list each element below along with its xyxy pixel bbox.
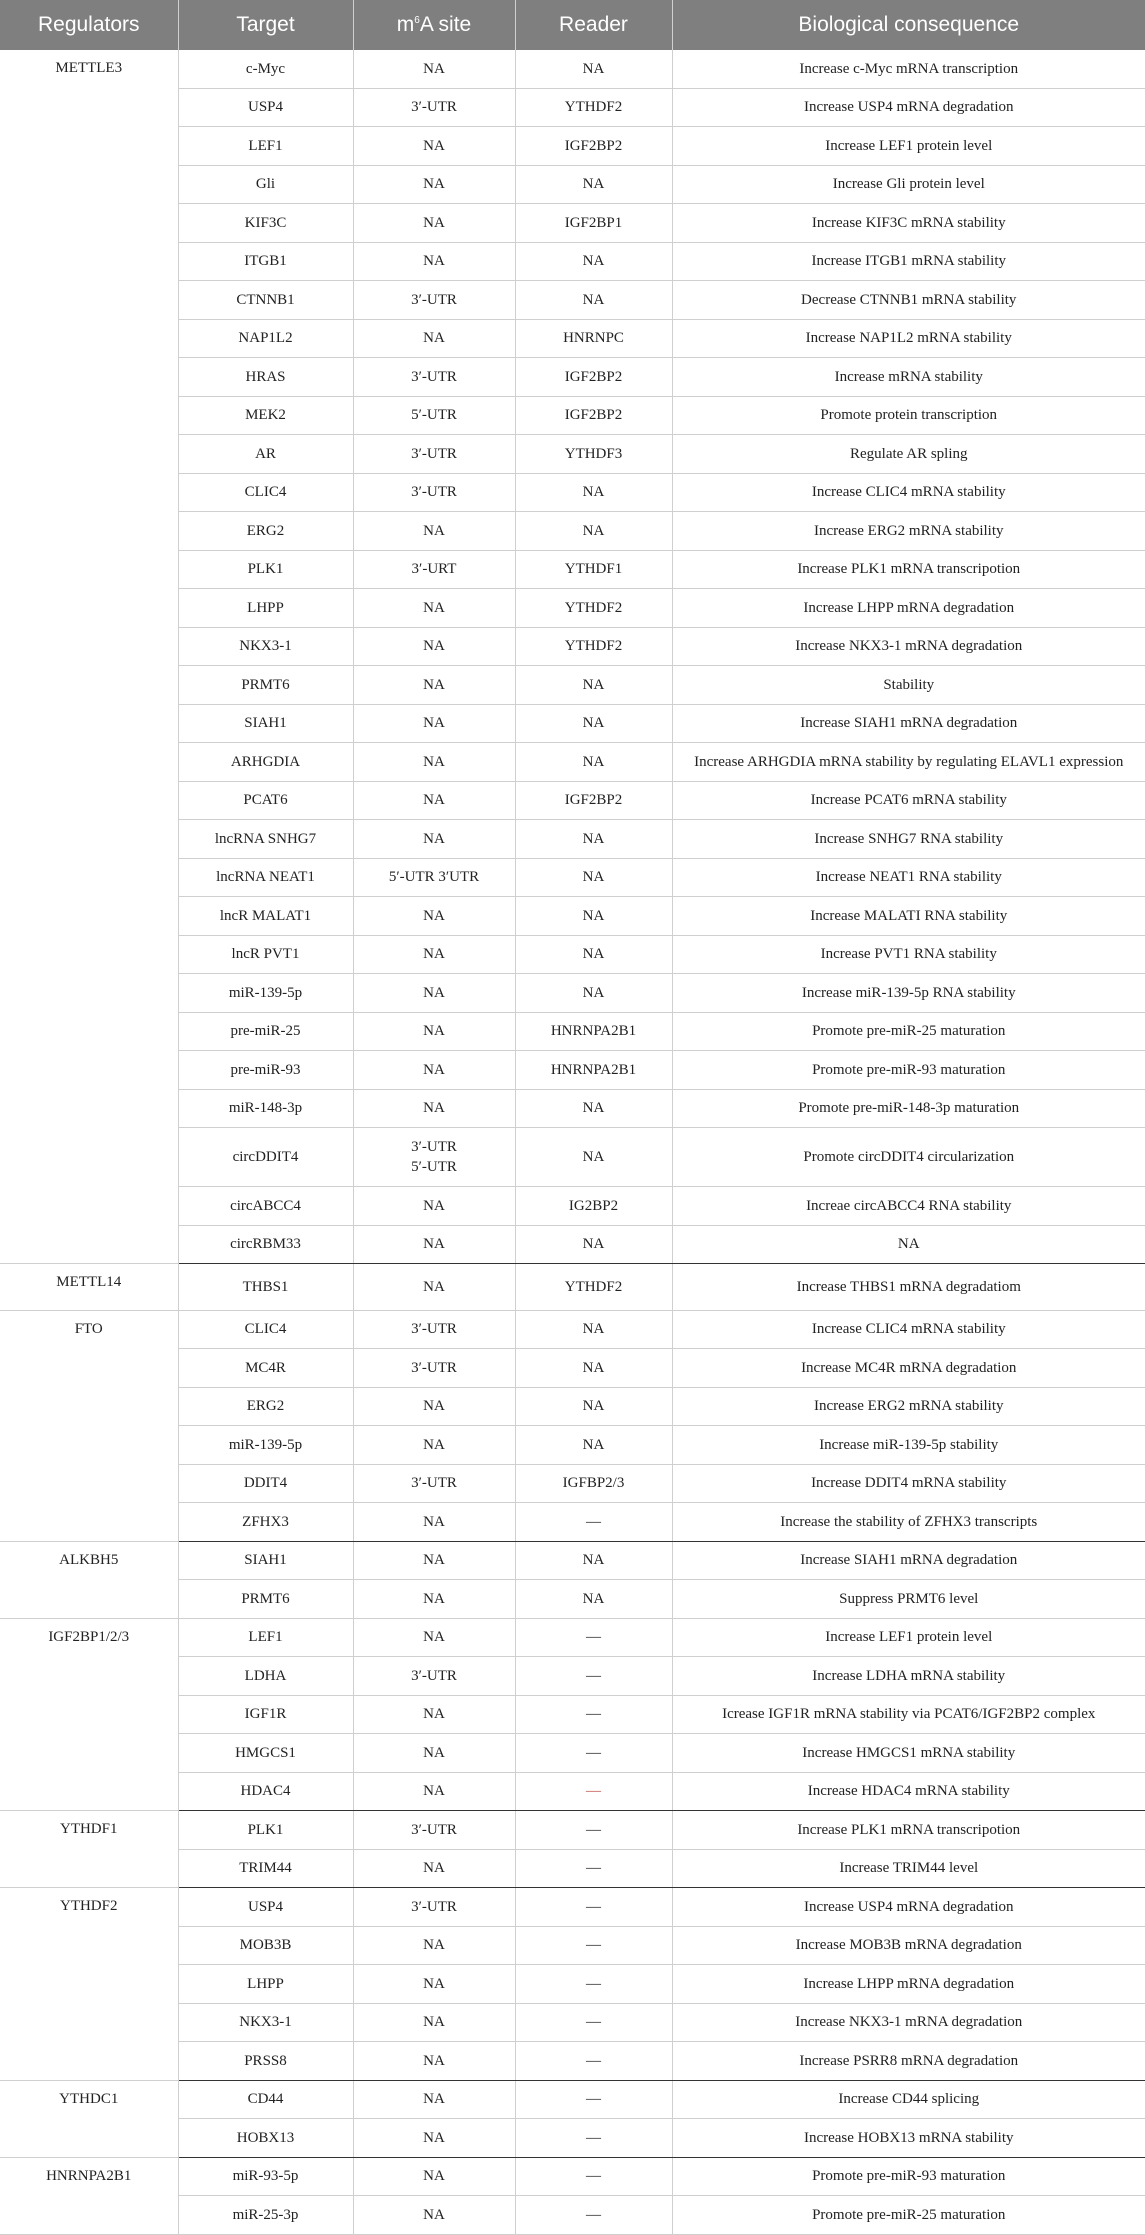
consequence-cell: Regulate AR spling: [672, 435, 1145, 474]
m6a-site-cell: 3′-UTR: [353, 1657, 515, 1696]
reader-cell: NA: [515, 704, 672, 743]
m6a-site-cell: 3′-UTR: [353, 1310, 515, 1349]
regulator-cell: ALKBH5: [0, 1541, 178, 1618]
consequence-cell: Increase LDHA mRNA stability: [672, 1657, 1145, 1696]
reader-cell: —: [515, 2080, 672, 2119]
m6a-site-cell: NA: [353, 512, 515, 551]
m6a-site-cell: NA: [353, 1503, 515, 1542]
reader-cell: NA: [515, 1387, 672, 1426]
target-cell: ZFHX3: [178, 1503, 353, 1542]
target-cell: miR-93-5p: [178, 2157, 353, 2196]
m6a-site-cell: NA: [353, 1426, 515, 1465]
reader-cell: NA: [515, 242, 672, 281]
reader-cell: NA: [515, 743, 672, 782]
m6a-site-cell: NA: [353, 127, 515, 166]
target-cell: TRIM44: [178, 1849, 353, 1888]
target-cell: LEF1: [178, 127, 353, 166]
consequence-cell: Increase THBS1 mRNA degradatiom: [672, 1264, 1145, 1311]
regulator-cell: METTLE3: [0, 50, 178, 1264]
regulator-cell: YTHDF2: [0, 1888, 178, 2081]
target-cell: CLIC4: [178, 473, 353, 512]
target-cell: IGF1R: [178, 1695, 353, 1734]
target-cell: USP4: [178, 88, 353, 127]
m6a-site-cell: NA: [353, 1051, 515, 1090]
reader-cell: YTHDF2: [515, 88, 672, 127]
target-cell: MEK2: [178, 396, 353, 435]
reader-cell: —: [515, 1657, 672, 1696]
target-cell: circABCC4: [178, 1187, 353, 1226]
m6a-site-cell: NA: [353, 666, 515, 705]
m6a-site-cell: 3′-UTR: [353, 358, 515, 397]
reader-cell: NA: [515, 1349, 672, 1388]
m6a-site-cell: NA: [353, 2119, 515, 2158]
m6a-site-cell: 3′-UTR: [353, 1888, 515, 1927]
m6a-site-cell: NA: [353, 165, 515, 204]
m6a-site-cell: NA: [353, 1264, 515, 1311]
reader-cell: NA: [515, 165, 672, 204]
regulator-cell: METTL14: [0, 1264, 178, 1311]
reader-cell: YTHDF1: [515, 550, 672, 589]
reader-cell: NA: [515, 50, 672, 88]
header-m6a-site: $m^6A$ site: [353, 0, 515, 50]
consequence-cell: Increase PVT1 RNA stability: [672, 935, 1145, 974]
target-cell: KIF3C: [178, 204, 353, 243]
reader-cell: —: [515, 1503, 672, 1542]
target-cell: LHPP: [178, 1965, 353, 2004]
consequence-cell: Increase PSRR8 mRNA degradation: [672, 2042, 1145, 2081]
consequence-cell: Increase ERG2 mRNA stability: [672, 1387, 1145, 1426]
consequence-cell: Increase LHPP mRNA degradation: [672, 1965, 1145, 2004]
target-cell: LDHA: [178, 1657, 353, 1696]
consequence-cell: Increase HMGCS1 mRNA stability: [672, 1734, 1145, 1773]
reader-cell: HNRNPA2B1: [515, 1012, 672, 1051]
m6a-site-cell: NA: [353, 1012, 515, 1051]
m6a-site-cell: 5′-UTR: [353, 396, 515, 435]
m6a-site-cell: NA: [353, 1541, 515, 1580]
consequence-cell: Increase ERG2 mRNA stability: [672, 512, 1145, 551]
table-row: [0, 50, 1145, 88]
m6a-site-cell: NA: [353, 1772, 515, 1811]
target-cell: DDIT4: [178, 1464, 353, 1503]
consequence-cell: Increase LEF1 protein level: [672, 127, 1145, 166]
regulator-cell: HNRNPA2B1: [0, 2157, 178, 2234]
m6a-site-cell: 3′-UTR: [353, 473, 515, 512]
reader-cell: NA: [515, 1541, 672, 1580]
consequence-cell: Suppress PRMT6 level: [672, 1580, 1145, 1619]
table-row: [0, 1811, 1145, 1850]
reader-cell: —: [515, 1734, 672, 1773]
target-cell: circRBM33: [178, 1225, 353, 1264]
consequence-cell: Increase Gli protein level: [672, 165, 1145, 204]
reader-cell: —: [515, 2196, 672, 2235]
m6a-site-cell: 3′-UTR: [353, 281, 515, 320]
table-row: [0, 1310, 1145, 1349]
table-row: [0, 1888, 1145, 1927]
consequence-cell: Promote pre-miR-93 maturation: [672, 1051, 1145, 1090]
m6a-site-cell: NA: [353, 704, 515, 743]
m6a-site-cell: NA: [353, 2003, 515, 2042]
reader-cell: —: [515, 2157, 672, 2196]
target-cell: NKX3-1: [178, 627, 353, 666]
target-cell: ITGB1: [178, 242, 353, 281]
m6a-site-cell: NA: [353, 781, 515, 820]
target-cell: AR: [178, 435, 353, 474]
target-cell: circDDIT4: [178, 1128, 353, 1187]
reader-cell: NA: [515, 858, 672, 897]
m6a-site-cell: 3′-UTR: [353, 1811, 515, 1850]
consequence-cell: Promote protein transcription: [672, 396, 1145, 435]
reader-cell: NA: [515, 974, 672, 1013]
m6a-site-cell: 3′-UTR: [353, 88, 515, 127]
target-cell: HDAC4: [178, 1772, 353, 1811]
reader-cell: —: [515, 1695, 672, 1734]
m6a-site-line: 3′-UTR: [411, 1139, 457, 1155]
regulator-cell: YTHDC1: [0, 2080, 178, 2157]
reader-cell: YTHDF2: [515, 589, 672, 628]
consequence-cell: Increase TRIM44 level: [672, 1849, 1145, 1888]
reader-cell: —: [515, 2119, 672, 2158]
consequence-cell: Promote pre-miR-25 maturation: [672, 2196, 1145, 2235]
header-biological-consequence: Biological consequence: [672, 0, 1145, 50]
header-regulators: Regulators: [0, 0, 178, 50]
target-cell: USP4: [178, 1888, 353, 1927]
reader-cell: —: [515, 1772, 672, 1811]
m6a-site-cell: 3′-UTR: [353, 1464, 515, 1503]
m6a-site-cell: NA: [353, 935, 515, 974]
consequence-cell: Increase MOB3B mRNA degradation: [672, 1926, 1145, 1965]
target-cell: MOB3B: [178, 1926, 353, 1965]
m6a-site-cell: NA: [353, 1965, 515, 2004]
reader-cell: NA: [515, 1426, 672, 1465]
reader-cell: IG2BP2: [515, 1187, 672, 1226]
m6a-site-cell: NA: [353, 2042, 515, 2081]
consequence-cell: Increase NEAT1 RNA stability: [672, 858, 1145, 897]
reader-cell: NA: [515, 666, 672, 705]
reader-cell: NA: [515, 1128, 672, 1187]
target-cell: miR-148-3p: [178, 1089, 353, 1128]
m6a-site-cell: NA: [353, 897, 515, 936]
consequence-cell: Increase CD44 splicing: [672, 2080, 1145, 2119]
regulator-cell: IGF2BP1/2/3: [0, 1618, 178, 1811]
reader-cell: IGF2BP2: [515, 358, 672, 397]
reader-cell: —: [515, 2003, 672, 2042]
consequence-cell: Increase HDAC4 mRNA stability: [672, 1772, 1145, 1811]
m6a-site-cell: 3′-UTR: [353, 435, 515, 474]
consequence-cell: Promote pre-miR-25 maturation: [672, 1012, 1145, 1051]
target-cell: NAP1L2: [178, 319, 353, 358]
consequence-cell: Promote pre-miR-148-3p maturation: [672, 1089, 1145, 1128]
m6a-site-cell: 3′-URT: [353, 550, 515, 589]
table-row: [0, 1541, 1145, 1580]
consequence-cell: Increase NKX3-1 mRNA degradation: [672, 2003, 1145, 2042]
consequence-cell: Increase NKX3-1 mRNA degradation: [672, 627, 1145, 666]
consequence-cell: Increase miR-139-5p RNA stability: [672, 974, 1145, 1013]
m6a-site-cell: NA: [353, 1695, 515, 1734]
regulator-cell: YTHDF1: [0, 1811, 178, 1888]
consequence-cell: Increase KIF3C mRNA stability: [672, 204, 1145, 243]
m6a-site-cell: NA: [353, 589, 515, 628]
reader-cell: —: [515, 1811, 672, 1850]
m6a-site-cell: 3′-UTR: [353, 1349, 515, 1388]
m6a-site-cell: [353, 1128, 515, 1187]
consequence-cell: Increase ARHGDIA mRNA stability by regulating ELAVL1 expression: [672, 743, 1145, 782]
reader-cell: IGF2BP1: [515, 204, 672, 243]
m6a-site-cell: NA: [353, 1187, 515, 1226]
reader-cell: NA: [515, 1089, 672, 1128]
reader-cell: NA: [515, 820, 672, 859]
target-cell: THBS1: [178, 1264, 353, 1311]
target-cell: pre-miR-93: [178, 1051, 353, 1090]
reader-cell: NA: [515, 473, 672, 512]
consequence-cell: Increase CLIC4 mRNA stability: [672, 473, 1145, 512]
table-row: [0, 2157, 1145, 2196]
m6a-site-cell: NA: [353, 1849, 515, 1888]
reader-cell: HNRNPA2B1: [515, 1051, 672, 1090]
target-cell: Gli: [178, 165, 353, 204]
target-cell: PLK1: [178, 550, 353, 589]
target-cell: HOBX13: [178, 2119, 353, 2158]
reader-cell: NA: [515, 512, 672, 551]
target-cell: PLK1: [178, 1811, 353, 1850]
m6a-site-cell: NA: [353, 2157, 515, 2196]
m6a-site-cell: NA: [353, 1225, 515, 1264]
consequence-cell: Increase NAP1L2 mRNA stability: [672, 319, 1145, 358]
reader-cell: —: [515, 1926, 672, 1965]
consequence-cell: Increase PLK1 mRNA transcripotion: [672, 550, 1145, 589]
target-cell: lncRNA SNHG7: [178, 820, 353, 859]
target-cell: MC4R: [178, 1349, 353, 1388]
consequence-cell: Increase MC4R mRNA degradation: [672, 1349, 1145, 1388]
reader-cell: YTHDF3: [515, 435, 672, 474]
table-row: [0, 1264, 1145, 1311]
reader-cell: HNRNPC: [515, 319, 672, 358]
consequence-cell: Increase PLK1 mRNA transcripotion: [672, 1811, 1145, 1850]
consequence-cell: Increase USP4 mRNA degradation: [672, 88, 1145, 127]
target-cell: miR-139-5p: [178, 974, 353, 1013]
reader-cell: NA: [515, 281, 672, 320]
consequence-cell: Promote pre-miR-93 maturation: [672, 2157, 1145, 2196]
target-cell: ERG2: [178, 1387, 353, 1426]
reader-cell: NA: [515, 897, 672, 936]
consequence-cell: Increase USP4 mRNA degradation: [672, 1888, 1145, 1927]
m6a-site-cell: NA: [353, 1734, 515, 1773]
consequence-cell: Increase MALATI RNA stability: [672, 897, 1145, 936]
consequence-cell: Increase c-Myc mRNA transcription: [672, 50, 1145, 88]
consequence-cell: Increae circABCC4 RNA stability: [672, 1187, 1145, 1226]
m6a-site-cell: NA: [353, 242, 515, 281]
m6a-site-cell: NA: [353, 974, 515, 1013]
m6a-site-cell: NA: [353, 204, 515, 243]
consequence-cell: Increase SIAH1 mRNA degradation: [672, 1541, 1145, 1580]
m6a-site-cell: NA: [353, 1580, 515, 1619]
m6a-site-cell: NA: [353, 319, 515, 358]
target-cell: c-Myc: [178, 50, 353, 88]
m6a-site-cell: NA: [353, 2196, 515, 2235]
table-body: [0, 50, 1145, 2234]
target-cell: lncR PVT1: [178, 935, 353, 974]
consequence-cell: Increase SIAH1 mRNA degradation: [672, 704, 1145, 743]
m6a-site-cell: NA: [353, 2080, 515, 2119]
target-cell: SIAH1: [178, 1541, 353, 1580]
m6a-site-cell: NA: [353, 1618, 515, 1657]
regulator-cell: FTO: [0, 1310, 178, 1541]
reader-cell: NA: [515, 935, 672, 974]
reader-cell: —: [515, 1888, 672, 1927]
table-header-row: [0, 0, 1145, 50]
reader-cell: NA: [515, 1580, 672, 1619]
header-target: Target: [178, 0, 353, 50]
consequence-cell: Increase ITGB1 mRNA stability: [672, 242, 1145, 281]
target-cell: HMGCS1: [178, 1734, 353, 1773]
reader-cell: IGF2BP2: [515, 127, 672, 166]
m6a-site-cell: NA: [353, 50, 515, 88]
target-cell: PRMT6: [178, 666, 353, 705]
reader-cell: —: [515, 1849, 672, 1888]
consequence-cell: Promote circDDIT4 circularization: [672, 1128, 1145, 1187]
consequence-cell: Stability: [672, 666, 1145, 705]
m6a-site-cell: NA: [353, 743, 515, 782]
target-cell: lncR MALAT1: [178, 897, 353, 936]
table-row: [0, 2080, 1145, 2119]
m6a-site-cell: NA: [353, 1089, 515, 1128]
m6a-site-cell: 5′-UTR 3′UTR: [353, 858, 515, 897]
consequence-cell: Increase PCAT6 mRNA stability: [672, 781, 1145, 820]
consequence-cell: Icrease IGF1R mRNA stability via PCAT6/IGF2BP2 complex: [672, 1695, 1145, 1734]
consequence-cell: Increase LHPP mRNA degradation: [672, 589, 1145, 628]
reader-cell: NA: [515, 1225, 672, 1264]
consequence-cell: Increase miR-139-5p stability: [672, 1426, 1145, 1465]
consequence-cell: Decrease CTNNB1 mRNA stability: [672, 281, 1145, 320]
target-cell: CD44: [178, 2080, 353, 2119]
reader-cell: NA: [515, 1310, 672, 1349]
target-cell: miR-25-3p: [178, 2196, 353, 2235]
target-cell: PRSS8: [178, 2042, 353, 2081]
target-cell: ERG2: [178, 512, 353, 551]
reader-cell: YTHDF2: [515, 1264, 672, 1311]
target-cell: ARHGDIA: [178, 743, 353, 782]
reader-cell: IGFBP2/3: [515, 1464, 672, 1503]
consequence-cell: Increase HOBX13 mRNA stability: [672, 2119, 1145, 2158]
consequence-cell: Increase CLIC4 mRNA stability: [672, 1310, 1145, 1349]
consequence-cell: Increase mRNA stability: [672, 358, 1145, 397]
m6a-site-cell: NA: [353, 1926, 515, 1965]
reader-cell: —: [515, 2042, 672, 2081]
m6a-site-cell: NA: [353, 1387, 515, 1426]
m6a-site-line: 5′-UTR: [411, 1159, 457, 1175]
target-cell: PRMT6: [178, 1580, 353, 1619]
reader-cell: IGF2BP2: [515, 781, 672, 820]
consequence-cell: Increase SNHG7 RNA stability: [672, 820, 1145, 859]
target-cell: NKX3-1: [178, 2003, 353, 2042]
m6a-site-cell: NA: [353, 627, 515, 666]
target-cell: PCAT6: [178, 781, 353, 820]
target-cell: CLIC4: [178, 1310, 353, 1349]
consequence-cell: NA: [672, 1225, 1145, 1264]
consequence-cell: Increase LEF1 protein level: [672, 1618, 1145, 1657]
target-cell: miR-139-5p: [178, 1426, 353, 1465]
consequence-cell: Increase the stability of ZFHX3 transcripts: [672, 1503, 1145, 1542]
m6a-site-cell: NA: [353, 820, 515, 859]
table-row: [0, 1618, 1145, 1657]
target-cell: HRAS: [178, 358, 353, 397]
target-cell: lncRNA NEAT1: [178, 858, 353, 897]
target-cell: LEF1: [178, 1618, 353, 1657]
reader-cell: IGF2BP2: [515, 396, 672, 435]
reader-cell: —: [515, 1965, 672, 2004]
header-reader: Reader: [515, 0, 672, 50]
target-cell: LHPP: [178, 589, 353, 628]
reader-cell: YTHDF2: [515, 627, 672, 666]
consequence-cell: Increase DDIT4 mRNA stability: [672, 1464, 1145, 1503]
target-cell: CTNNB1: [178, 281, 353, 320]
reader-cell: —: [515, 1618, 672, 1657]
target-cell: SIAH1: [178, 704, 353, 743]
target-cell: pre-miR-25: [178, 1012, 353, 1051]
